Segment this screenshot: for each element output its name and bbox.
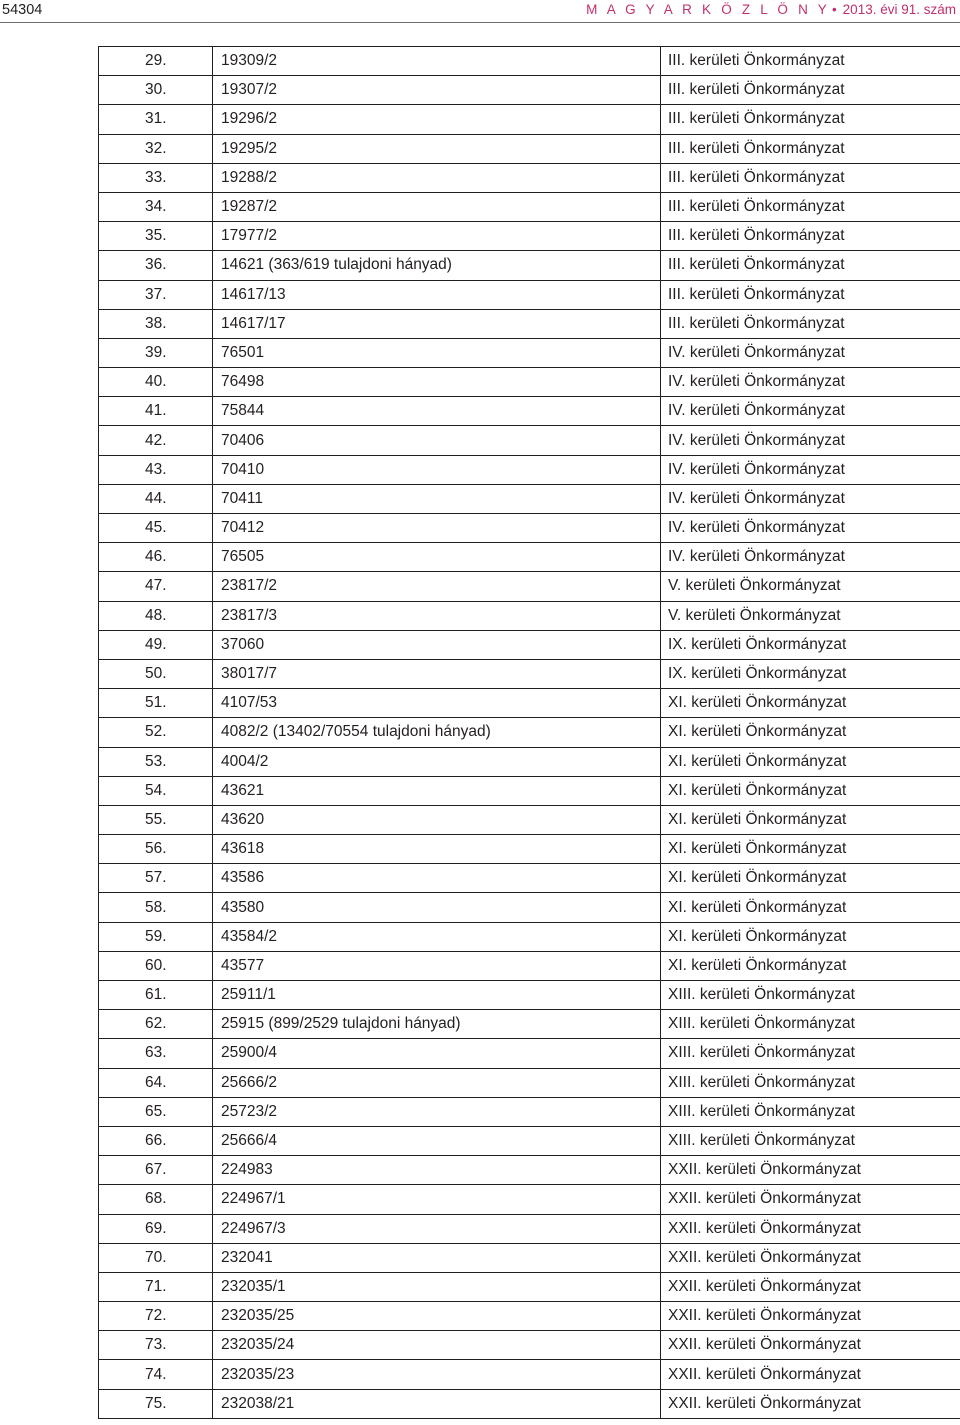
table-row: [99, 1243, 960, 1272]
row-number-cell: 58.: [99, 893, 213, 922]
table-row: [99, 192, 960, 221]
table-row: [99, 922, 960, 951]
owner-cell: III. kerületi Önkormányzat: [661, 163, 960, 192]
owner-cell: XIII. kerületi Önkormányzat: [661, 981, 960, 1010]
owner-cell: IX. kerületi Önkormányzat: [661, 659, 960, 688]
parcel-id-cell: 25900/4: [213, 1039, 661, 1068]
parcel-id-cell: 14621 (363/619 tulajdoni hányad): [213, 251, 661, 280]
parcel-id-cell: 224967/1: [213, 1185, 661, 1214]
owner-cell: XIII. kerületi Önkormányzat: [661, 1010, 960, 1039]
table-row: [99, 1272, 960, 1301]
owner-cell: III. kerületi Önkormányzat: [661, 192, 960, 221]
row-number-cell: 35.: [99, 222, 213, 251]
owner-cell: XXII. kerületi Önkormányzat: [661, 1156, 960, 1185]
table-row: [99, 251, 960, 280]
owner-cell: XXII. kerületi Önkormányzat: [661, 1331, 960, 1360]
parcel-id-cell: 4004/2: [213, 747, 661, 776]
row-number-cell: 57.: [99, 864, 213, 893]
parcel-id-cell: 23817/2: [213, 572, 661, 601]
parcel-id-cell: 70412: [213, 514, 661, 543]
table-row: [99, 455, 960, 484]
row-number-cell: 39.: [99, 338, 213, 367]
owner-cell: III. kerületi Önkormányzat: [661, 280, 960, 309]
owner-cell: IX. kerületi Önkormányzat: [661, 630, 960, 659]
table-row: [99, 76, 960, 105]
parcel-id-cell: 43620: [213, 805, 661, 834]
parcel-id-cell: 232038/21: [213, 1389, 661, 1418]
row-number-cell: 34.: [99, 192, 213, 221]
owner-cell: XXII. kerületi Önkormányzat: [661, 1389, 960, 1418]
parcel-id-cell: 23817/3: [213, 601, 661, 630]
parcel-id-cell: 43577: [213, 951, 661, 980]
parcel-id-cell: 76501: [213, 338, 661, 367]
owner-cell: XIII. kerületi Önkormányzat: [661, 1097, 960, 1126]
owner-cell: V. kerületi Önkormányzat: [661, 572, 960, 601]
parcel-id-cell: 25666/2: [213, 1068, 661, 1097]
owner-cell: XI. kerületi Önkormányzat: [661, 951, 960, 980]
owner-cell: IV. kerületi Önkormányzat: [661, 514, 960, 543]
row-number-cell: 52.: [99, 718, 213, 747]
table-row: [99, 222, 960, 251]
parcel-id-cell: 4082/2 (13402/70554 tulajdoni hányad): [213, 718, 661, 747]
row-number-cell: 53.: [99, 747, 213, 776]
page-number: 54304: [2, 2, 43, 18]
table-row: [99, 1068, 960, 1097]
owner-cell: XI. kerületi Önkormányzat: [661, 805, 960, 834]
parcel-id-cell: 19288/2: [213, 163, 661, 192]
table-row: [99, 1302, 960, 1331]
table-row: [99, 1331, 960, 1360]
parcel-id-cell: 19295/2: [213, 134, 661, 163]
owner-cell: IV. kerületi Önkormányzat: [661, 426, 960, 455]
parcel-id-cell: 14617/13: [213, 280, 661, 309]
owner-cell: XIII. kerületi Önkormányzat: [661, 1039, 960, 1068]
table-row: [99, 397, 960, 426]
row-number-cell: 46.: [99, 543, 213, 572]
row-number-cell: 67.: [99, 1156, 213, 1185]
table-row: [99, 280, 960, 309]
journal-name: M A G Y A R K Ö Z L Ö N Y: [586, 2, 830, 17]
table-row: [99, 1097, 960, 1126]
owner-cell: III. kerületi Önkormányzat: [661, 251, 960, 280]
parcel-id-cell: 232041: [213, 1243, 661, 1272]
parcel-id-cell: 43621: [213, 776, 661, 805]
table-row: [99, 105, 960, 134]
row-number-cell: 43.: [99, 455, 213, 484]
owner-cell: III. kerületi Önkormányzat: [661, 222, 960, 251]
parcel-id-cell: 232035/24: [213, 1331, 661, 1360]
parcel-id-cell: 19296/2: [213, 105, 661, 134]
parcel-id-cell: 17977/2: [213, 222, 661, 251]
journal-title: [586, 0, 956, 20]
row-number-cell: 30.: [99, 76, 213, 105]
owner-cell: III. kerületi Önkormányzat: [661, 76, 960, 105]
owner-cell: III. kerületi Önkormányzat: [661, 47, 960, 76]
row-number-cell: 65.: [99, 1097, 213, 1126]
owner-cell: XXII. kerületi Önkormányzat: [661, 1243, 960, 1272]
parcel-id-cell: 25723/2: [213, 1097, 661, 1126]
table-row: [99, 309, 960, 338]
row-number-cell: 45.: [99, 514, 213, 543]
row-number-cell: 40.: [99, 368, 213, 397]
parcel-table-body: [99, 47, 960, 1419]
owner-cell: XI. kerületi Önkormányzat: [661, 864, 960, 893]
parcel-id-cell: 70410: [213, 455, 661, 484]
parcel-id-cell: 43586: [213, 864, 661, 893]
owner-cell: V. kerületi Önkormányzat: [661, 601, 960, 630]
parcel-id-cell: 25915 (899/2529 tulajdoni hányad): [213, 1010, 661, 1039]
parcel-id-cell: 19287/2: [213, 192, 661, 221]
table-row: [99, 1389, 960, 1418]
owner-cell: XXII. kerületi Önkormányzat: [661, 1360, 960, 1389]
row-number-cell: 64.: [99, 1068, 213, 1097]
row-number-cell: 61.: [99, 981, 213, 1010]
owner-cell: XI. kerületi Önkormányzat: [661, 747, 960, 776]
row-number-cell: 42.: [99, 426, 213, 455]
table-row: [99, 951, 960, 980]
owner-cell: IV. kerületi Önkormányzat: [661, 543, 960, 572]
row-number-cell: 47.: [99, 572, 213, 601]
parcel-id-cell: 70406: [213, 426, 661, 455]
table-row: [99, 864, 960, 893]
parcel-id-cell: 76498: [213, 368, 661, 397]
owner-cell: III. kerületi Önkormányzat: [661, 134, 960, 163]
table-row: [99, 338, 960, 367]
owner-cell: IV. kerületi Önkormányzat: [661, 338, 960, 367]
parcel-table: [98, 46, 960, 1419]
table-row: [99, 368, 960, 397]
table-row: [99, 1185, 960, 1214]
owner-cell: XXII. kerületi Önkormányzat: [661, 1185, 960, 1214]
bullet-separator: •: [831, 2, 837, 17]
parcel-id-cell: 4107/53: [213, 689, 661, 718]
parcel-id-cell: 70411: [213, 484, 661, 513]
table-row: [99, 747, 960, 776]
row-number-cell: 41.: [99, 397, 213, 426]
table-row: [99, 1156, 960, 1185]
row-number-cell: 75.: [99, 1389, 213, 1418]
row-number-cell: 70.: [99, 1243, 213, 1272]
table-row: [99, 776, 960, 805]
owner-cell: IV. kerületi Önkormányzat: [661, 455, 960, 484]
owner-cell: XI. kerületi Önkormányzat: [661, 776, 960, 805]
parcel-id-cell: 224967/3: [213, 1214, 661, 1243]
row-number-cell: 62.: [99, 1010, 213, 1039]
owner-cell: III. kerületi Önkormányzat: [661, 105, 960, 134]
table-row: [99, 163, 960, 192]
row-number-cell: 29.: [99, 47, 213, 76]
table-row: [99, 572, 960, 601]
owner-cell: XXII. kerületi Önkormányzat: [661, 1302, 960, 1331]
parcel-id-cell: 37060: [213, 630, 661, 659]
table-row: [99, 1126, 960, 1155]
row-number-cell: 74.: [99, 1360, 213, 1389]
row-number-cell: 38.: [99, 309, 213, 338]
table-row: [99, 630, 960, 659]
parcel-id-cell: 232035/1: [213, 1272, 661, 1301]
row-number-cell: 56.: [99, 835, 213, 864]
table-row: [99, 835, 960, 864]
owner-cell: XI. kerületi Önkormányzat: [661, 893, 960, 922]
row-number-cell: 72.: [99, 1302, 213, 1331]
row-number-cell: 66.: [99, 1126, 213, 1155]
owner-cell: XI. kerületi Önkormányzat: [661, 689, 960, 718]
row-number-cell: 31.: [99, 105, 213, 134]
table-row: [99, 1010, 960, 1039]
parcel-id-cell: 14617/17: [213, 309, 661, 338]
owner-cell: XIII. kerületi Önkormányzat: [661, 1068, 960, 1097]
parcel-id-cell: 19309/2: [213, 47, 661, 76]
row-number-cell: 71.: [99, 1272, 213, 1301]
table-row: [99, 893, 960, 922]
parcel-id-cell: 232035/23: [213, 1360, 661, 1389]
row-number-cell: 60.: [99, 951, 213, 980]
table-row: [99, 1214, 960, 1243]
row-number-cell: 37.: [99, 280, 213, 309]
row-number-cell: 50.: [99, 659, 213, 688]
table-row: [99, 426, 960, 455]
table-row: [99, 514, 960, 543]
parcel-id-cell: 43580: [213, 893, 661, 922]
parcel-id-cell: 232035/25: [213, 1302, 661, 1331]
parcel-id-cell: 25911/1: [213, 981, 661, 1010]
row-number-cell: 36.: [99, 251, 213, 280]
owner-cell: XI. kerületi Önkormányzat: [661, 922, 960, 951]
row-number-cell: 68.: [99, 1185, 213, 1214]
owner-cell: XXII. kerületi Önkormányzat: [661, 1214, 960, 1243]
table-row: [99, 718, 960, 747]
row-number-cell: 51.: [99, 689, 213, 718]
owner-cell: XI. kerületi Önkormányzat: [661, 835, 960, 864]
row-number-cell: 55.: [99, 805, 213, 834]
parcel-id-cell: 75844: [213, 397, 661, 426]
table-row: [99, 601, 960, 630]
parcel-id-cell: 43618: [213, 835, 661, 864]
owner-cell: IV. kerületi Önkormányzat: [661, 397, 960, 426]
table-row: [99, 1360, 960, 1389]
parcel-id-cell: 19307/2: [213, 76, 661, 105]
page-header: [0, 0, 960, 23]
table-row: [99, 484, 960, 513]
row-number-cell: 69.: [99, 1214, 213, 1243]
row-number-cell: 63.: [99, 1039, 213, 1068]
row-number-cell: 49.: [99, 630, 213, 659]
parcel-id-cell: 43584/2: [213, 922, 661, 951]
table-row: [99, 47, 960, 76]
owner-cell: III. kerületi Önkormányzat: [661, 309, 960, 338]
parcel-id-cell: 76505: [213, 543, 661, 572]
parcel-id-cell: 38017/7: [213, 659, 661, 688]
owner-cell: XIII. kerületi Önkormányzat: [661, 1126, 960, 1155]
row-number-cell: 32.: [99, 134, 213, 163]
issue-number: 2013. évi 91. szám: [842, 2, 956, 17]
row-number-cell: 54.: [99, 776, 213, 805]
table-row: [99, 1039, 960, 1068]
row-number-cell: 73.: [99, 1331, 213, 1360]
table-row: [99, 689, 960, 718]
table-row: [99, 805, 960, 834]
table-row: [99, 981, 960, 1010]
owner-cell: XI. kerületi Önkormányzat: [661, 718, 960, 747]
row-number-cell: 33.: [99, 163, 213, 192]
parcel-id-cell: 25666/4: [213, 1126, 661, 1155]
row-number-cell: 59.: [99, 922, 213, 951]
table-row: [99, 543, 960, 572]
table-row: [99, 659, 960, 688]
row-number-cell: 48.: [99, 601, 213, 630]
owner-cell: IV. kerületi Önkormányzat: [661, 484, 960, 513]
parcel-id-cell: 224983: [213, 1156, 661, 1185]
row-number-cell: 44.: [99, 484, 213, 513]
owner-cell: IV. kerületi Önkormányzat: [661, 368, 960, 397]
owner-cell: XXII. kerületi Önkormányzat: [661, 1272, 960, 1301]
table-row: [99, 134, 960, 163]
